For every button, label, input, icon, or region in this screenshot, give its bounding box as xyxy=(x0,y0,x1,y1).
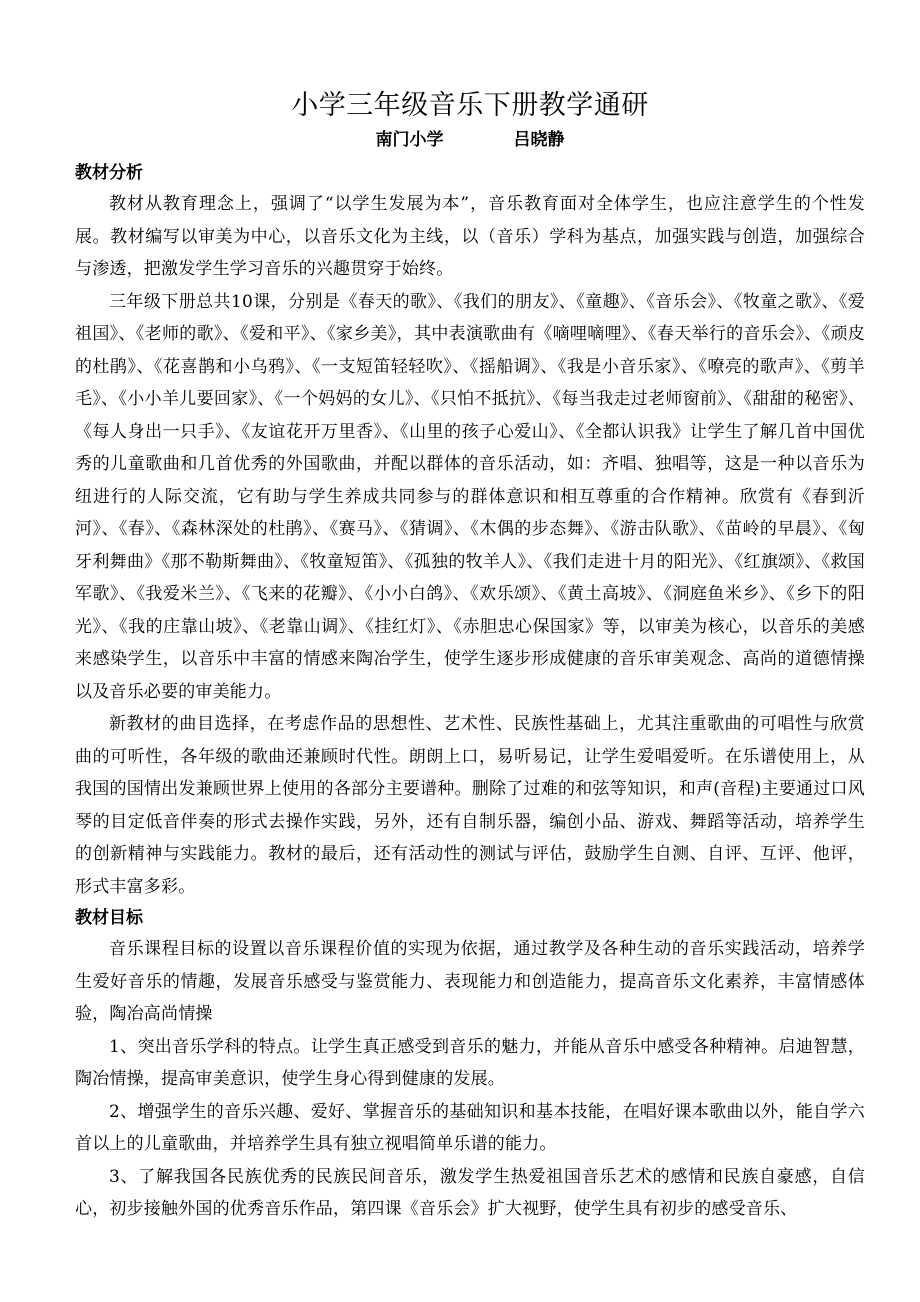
paragraph: 音乐课程目标的设置以音乐课程价值的实现为依据，通过教学及各种生动的音乐实践活动，培养学生爱好音乐的情趣，发展音乐感受与鉴赏能力、表现能力和创造能力，提高音乐文化素养，丰富情感体验，陶冶高尚情操 xyxy=(75,939,865,1024)
author-name: 吕晓静 xyxy=(513,130,565,150)
paragraph: 三年级下册总共10课，分别是《春天的歌》、《我们的朋友》、《童趣》、《音乐会》、《牧童之歌》、《爱祖国》、《老师的歌》、《爱和平》、《家乡美》，其中表演歌曲有《嘀哩嘀哩》、《春天举行的音乐会》、《顽皮的杜鹃》、《花喜鹊和小乌鸦》、《一支短笛轻轻吹》、《摇船调》、《我是小音乐家》、《嘹亮的歌声》、《剪羊毛》、《小小羊儿要回家》、《一个妈妈的女儿》、《只怕不抵抗》、《每当我走过老师窗前》、《甜甜的秘密》、《每人身出一只手》、《友谊花开万里香》、《山里的孩子心爱山》、《全都认识我》让学生了解几首中国优秀的儿童歌曲和几首优秀的外国歌曲，并配以群体的音乐活动，如：齐唱、独唱等，这是一种以音乐为纽进行的人际交流，它有助与学生养成共同参与的群体意识和相互尊重的合作精神。欣赏有《春到沂河》、《春》、《森林深处的杜鹃》、《赛马》、《猜调》、《木偶的步态舞》、《游击队歌》、《苗岭的早晨》、《匈牙利舞曲》《那不勒斯舞曲》、《牧童短笛》、《孤独的牧羊人》、《我们走进十月的阳光》、《红旗颂》、《救国军歌》、《我爱米兰》、《飞来的花瓣》、《小小白鸽》、《欢乐颂》、《黄土高坡》、《洞庭鱼米乡》、《乡下的阳光》、《我的庄靠山坡》、《老靠山调》、《挂红灯》、《赤胆忠心保国家》等，以审美为核心，以音乐的美感来感染学生，以音乐中丰富的情感来陶冶学生，使学生逐步形成健康的音乐审美观念、高尚的道德情操以及音乐必要的审美能力。 xyxy=(75,291,865,702)
paragraph: 3、了解我国各民族优秀的民族民间音乐，激发学生热爱祖国音乐艺术的感情和民族自豪感，自信心，初步接触外国的优秀音乐作品，第四课《音乐会》扩大视野，使学生具有初步的感受音乐、 xyxy=(75,1166,865,1219)
section-objectives xyxy=(75,903,865,1226)
document-title: 小学三年级音乐下册教学通研 xyxy=(291,90,649,121)
paragraph: 2、增强学生的音乐兴趣、爱好、掌握音乐的基础知识和基本技能，在唱好课本歌曲以外，能自学六首以上的儿童歌曲，并培养学生具有独立视唱简单乐谱的能力。 xyxy=(75,1101,865,1154)
section-analysis xyxy=(75,158,865,903)
document-page xyxy=(75,86,865,1226)
paragraph: 教材从教育理念上，强调了“以学生发展为本”，音乐教育面对全体学生，也应注意学生的个性发展。教材编写以审美为中心，以音乐文化为主线，以（音乐）学科为基点，加强实践与创造，加强综合与渗透，把激发学生学习音乐的兴趣贯穿于始终。 xyxy=(75,194,865,279)
paragraph: 新教材的曲目选择，在考虑作品的思想性、艺术性、民族性基础上，尤其注重歌曲的可唱性与欣赏曲的可听性，各年级的歌曲还兼顾时代性。朗朗上口，易听易记，让学生爱唱爱听。在乐谱使用上，从我国的国情出发兼顾世界上使用的各部分主要谱种。删除了过难的和弦等知识，和声(音程)主要通过口风琴的目定低音伴奏的形式去操作实践，另外，还有自制乐器，编创小品、游戏、舞蹈等活动，培养学生的创新精神与实践能力。教材的最后，还有活动性的测试与评估，鼓励学生自测、自评、互评、他评，形式丰富多彩。 xyxy=(75,714,865,897)
section-heading: 教材分析 xyxy=(75,163,143,183)
paragraph: 1、突出音乐学科的特点。让学生真正感受到音乐的魅力，并能从音乐中感受各种精神。启迪智慧，陶冶情操，提高审美意识，使学生身心得到健康的发展。 xyxy=(75,1036,865,1089)
byline xyxy=(75,126,865,154)
section-heading: 教材目标 xyxy=(75,908,143,928)
school-name: 南门小学 xyxy=(375,130,444,150)
